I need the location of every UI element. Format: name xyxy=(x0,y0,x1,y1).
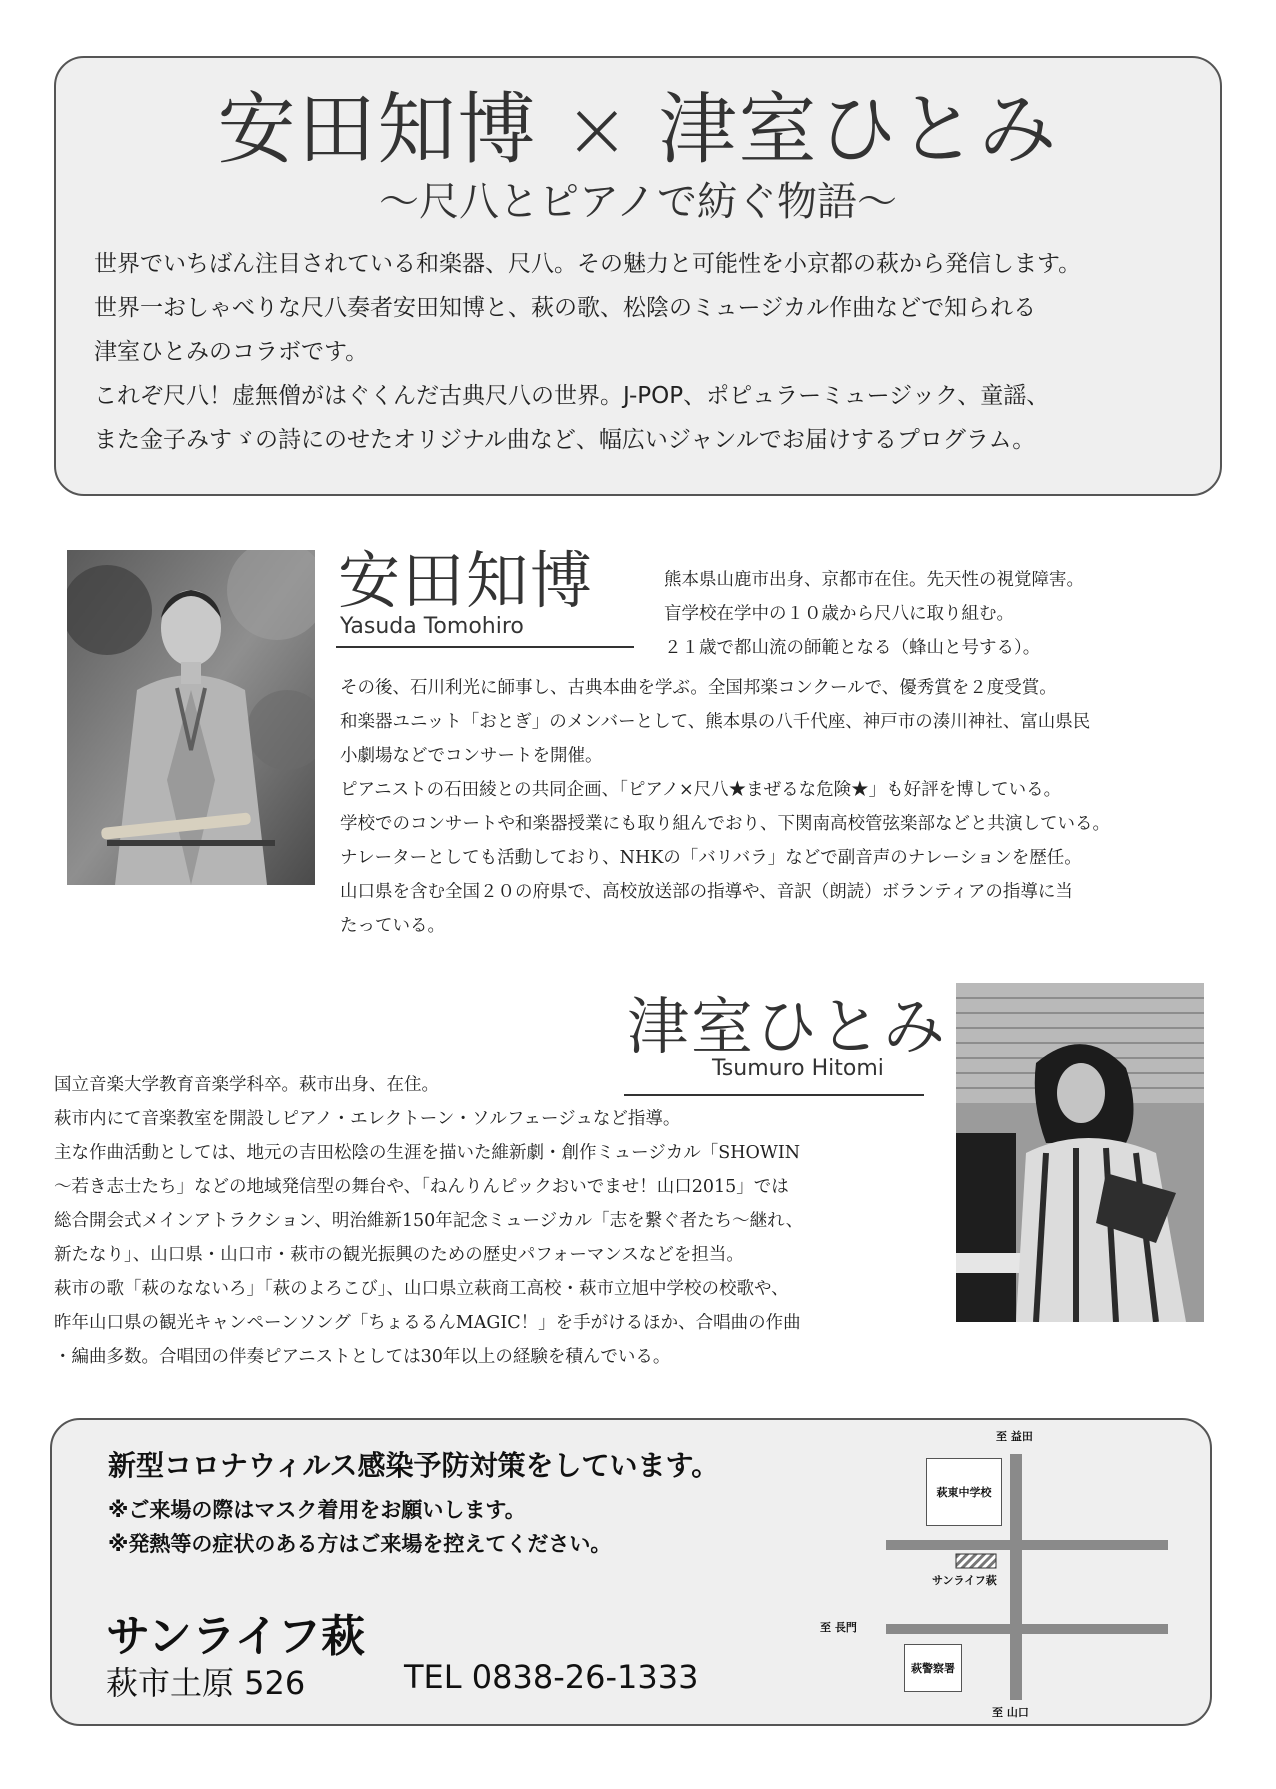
yasuda-name-en: Yasuda Tomohiro xyxy=(340,614,524,639)
intro-line: 世界一おしゃべりな尺八奏者安田知博と、萩の歌、松陰のミュージカル作曲などで知られる xyxy=(94,295,1037,321)
intro-line: また金子みすゞの詩にのせたオリジナル曲など、幅広いジャンルでお届けするプログラム。 xyxy=(94,427,1036,453)
bio-line: ・編曲多数。合唱団の伴奏ピアニストとしては30年以上の経験を積んでいる。 xyxy=(54,1347,671,1367)
map-label-west: 至 長門 xyxy=(820,1621,857,1634)
bio-line: 国立音楽大学教育音楽学科卒。萩市出身、在住。 xyxy=(54,1075,439,1095)
concert-subtitle: ～尺八とピアノで紡ぐ物語～ xyxy=(379,179,897,225)
covid-notice-fever: ※発熱等の症状のある方はご来場を控えてください。 xyxy=(108,1532,612,1556)
tsumuro-name-ja: 津室ひとみ xyxy=(627,990,948,1063)
bio-line: その後、石川利光に師事し、古典本曲を学ぶ。全国邦楽コンクールで、優秀賞を２度受賞。 xyxy=(340,678,1057,698)
access-map xyxy=(796,1418,1192,1718)
map-venue-label: サンライフ萩 xyxy=(932,1574,997,1587)
yasuda-name-ja: 安田知博 xyxy=(338,544,595,617)
yasuda-photo xyxy=(67,550,315,885)
bio-line: 昨年山口県の観光キャンペーンソング「ちょるるんMAGIC！」を手がけるほか、合唱曲の作曲 xyxy=(54,1313,801,1333)
bio-line: 学校でのコンサートや和楽器授業にも取り組んでおり、下関南高校管弦楽部などと共演している。 xyxy=(340,814,1110,834)
intro-box xyxy=(54,56,1222,496)
venue-address: 萩市土原 526 xyxy=(106,1664,306,1702)
bio-line: 総合開会式メインアトラクション、明治維新150年記念ミュージカル「志を繋ぐ者たち～継れ、 xyxy=(54,1211,804,1231)
bio-line: 主な作曲活動としては、地元の吉田松陰の生涯を描いた維新劇・創作ミュージカル「SHOWIN xyxy=(54,1143,801,1163)
yasuda-bio-main xyxy=(340,671,1110,943)
bio-line: 萩市内にて音楽教室を開設しピアノ・エレクトーン・ソルフェージュなど指導。 xyxy=(54,1109,681,1129)
yasuda-name-underline xyxy=(336,646,634,648)
map-label-south: 至 山口 xyxy=(992,1706,1029,1719)
bio-line: 和楽器ユニット「おとぎ」のメンバーとして、熊本県の八千代座、神戸市の湊川神社、富山県民 xyxy=(340,712,1091,732)
bio-line: ピアニストの石田綾との共同企画、「ピアノ×尺八★まぜるな危険★」も好評を博している。 xyxy=(340,780,1062,800)
map-school: 萩東中学校 xyxy=(926,1458,1002,1526)
bio-line: たっている。 xyxy=(340,916,445,936)
venue-tel: TEL 0838-26-1333 xyxy=(404,1658,699,1696)
bio-line: 山口県を含む全国２０の府県で、高校放送部の指導や、音訳（朗読）ボランティアの指導に当 xyxy=(340,882,1073,902)
bio-line: 萩市の歌「萩のなないろ」「萩のよろこび」、山口県立萩商工高校・萩市立旭中学校の校歌や、 xyxy=(54,1279,789,1299)
venue-name: サンライフ萩 xyxy=(106,1611,366,1662)
intro-line: これぞ尺八！虚無僧がはぐくんだ古典尺八の世界。J-POP、ポピュラーミュージック、童謡、 xyxy=(94,383,1050,409)
bio-line: ２１歳で都山流の師範となる（蜂山と号する）。 xyxy=(664,638,1041,658)
bio-line: ～若き志士たち」などの地域発信型の舞台や、「ねんりんピックおいでませ！山口2015」では xyxy=(54,1177,789,1197)
map-police: 萩警察署 xyxy=(904,1644,962,1692)
yasuda-bio-top xyxy=(664,563,1084,665)
bio-line: 熊本県山鹿市出身、京都市在住。先天性の視覚障害。 xyxy=(664,570,1084,590)
bio-line: ナレーターとしても活動しており、NHKの「バリバラ」などで副音声のナレーションを歴任。 xyxy=(340,848,1082,868)
intro-line: 津室ひとみのコラボです。 xyxy=(94,339,369,365)
intro-line: 世界でいちばん注目されている和楽器、尺八。その魅力と可能性を小京都の萩から発信します。 xyxy=(94,251,1082,277)
tsumuro-bio xyxy=(54,1068,803,1374)
bio-line: 小劇場などでコンサートを開催。 xyxy=(340,746,603,766)
intro-text xyxy=(94,242,1200,462)
covid-notice-title: 新型コロナウィルス感染予防対策をしています。 xyxy=(108,1449,720,1482)
tsumuro-photo xyxy=(956,983,1204,1322)
bio-line: 盲学校在学中の１０歳から尺八に取り組む。 xyxy=(664,604,1014,624)
bio-line: 新たなり」、山口県・山口市・萩市の観光振興のための歴史パフォーマンスなどを担当。 xyxy=(54,1245,744,1265)
concert-title: 安田知博 × 津室ひとみ xyxy=(217,85,1059,175)
map-label-north: 至 益田 xyxy=(996,1430,1033,1443)
covid-notice-mask: ※ご来場の際はマスク着用をお願いします。 xyxy=(108,1498,526,1522)
tsumuro-name-en: Tsumuro Hitomi xyxy=(712,1056,884,1081)
